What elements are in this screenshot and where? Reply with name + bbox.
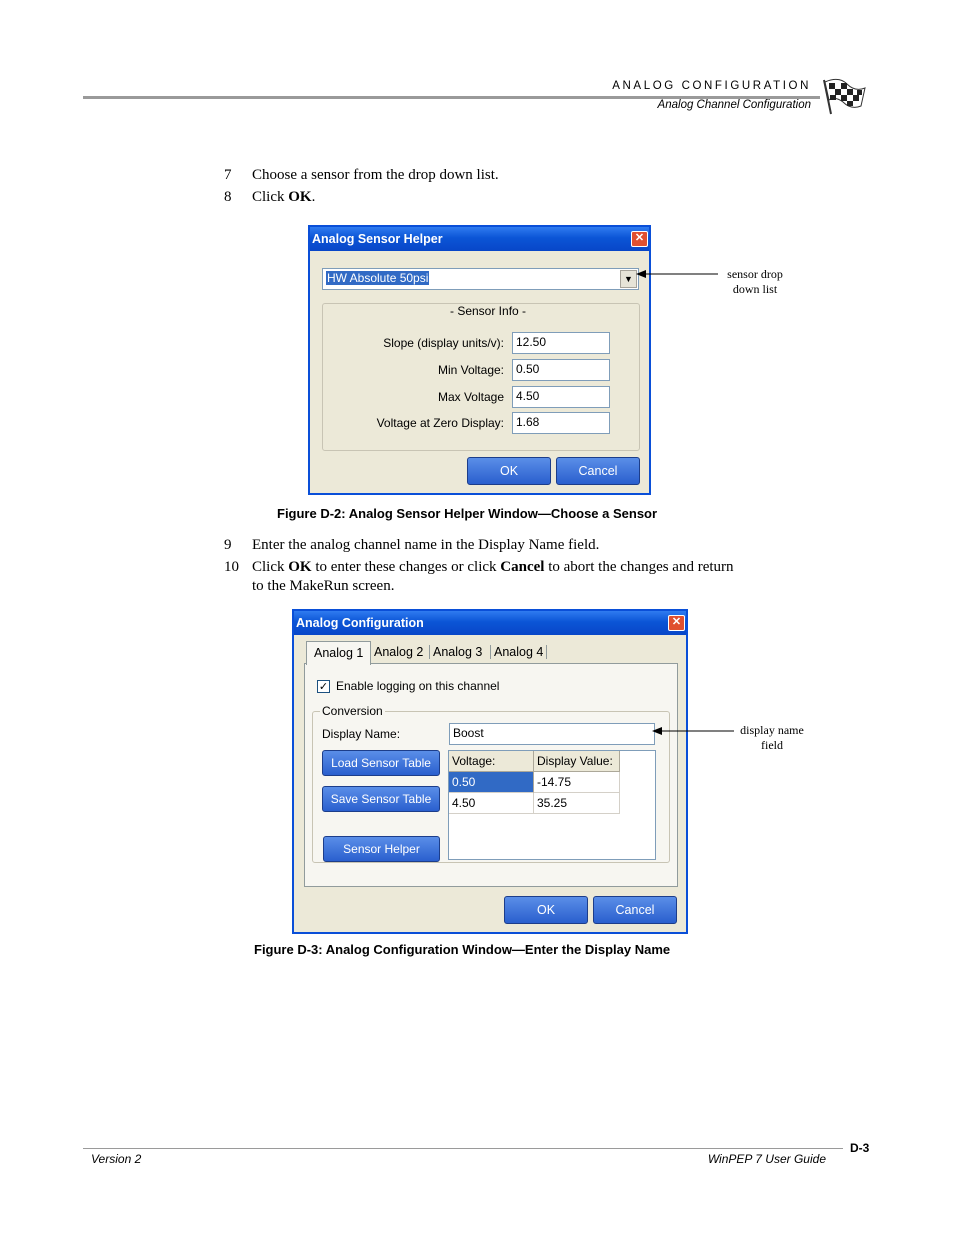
- step-number: 8: [224, 189, 232, 205]
- sensor-helper-button[interactable]: Sensor Helper: [323, 836, 440, 862]
- close-icon[interactable]: ✕: [668, 615, 685, 631]
- window-title: Analog Configuration: [296, 616, 424, 630]
- page-number: D-3: [850, 1141, 870, 1155]
- group-title: Conversion: [322, 704, 383, 718]
- figure-caption: Figure D-3: Analog Configuration Window—Enter the Display Name: [254, 942, 671, 957]
- min-voltage-field[interactable]: 0.50: [512, 359, 610, 381]
- footer-rule: [83, 1148, 843, 1149]
- display-name-field[interactable]: Boost: [449, 723, 655, 745]
- section-title: ANALOG CONFIGURATION: [612, 80, 811, 92]
- slope-field[interactable]: 12.50: [512, 332, 610, 354]
- dropdown-selected-value: HW Absolute 50psi: [327, 271, 429, 285]
- annotation-arrow: [636, 268, 718, 280]
- step-number: 7: [224, 167, 232, 183]
- zero-display-label: Voltage at Zero Display:: [376, 416, 504, 430]
- load-sensor-table-button[interactable]: Load Sensor Table: [322, 750, 440, 776]
- table-cell[interactable]: 0.50: [449, 772, 534, 793]
- enable-logging-checkbox[interactable]: ✓: [318, 680, 329, 693]
- step-number: 10: [224, 559, 239, 575]
- max-voltage-field[interactable]: 4.50: [512, 386, 610, 408]
- window-titlebar: [310, 227, 649, 251]
- tab-analog-3[interactable]: Analog 3: [429, 645, 482, 659]
- analog-configuration-window: [292, 609, 688, 934]
- step-text: Click OK to enter these changes or click Cancel to abort the changes and return: [252, 559, 734, 575]
- checkered-flag-icon: [821, 76, 867, 116]
- table-header-display-value[interactable]: Display Value:: [534, 751, 620, 772]
- close-icon[interactable]: ✕: [631, 231, 648, 247]
- window-titlebar: [294, 611, 686, 635]
- table-cell[interactable]: 35.25: [534, 793, 620, 814]
- slope-label: Slope (display units/v):: [383, 336, 504, 350]
- cancel-button[interactable]: Cancel: [556, 457, 640, 485]
- window-title: Analog Sensor Helper: [312, 232, 443, 246]
- max-voltage-label: Max Voltage: [437, 390, 504, 404]
- sensor-helper-window: [308, 225, 651, 495]
- step-text: Choose a sensor from the drop down list.: [252, 167, 499, 183]
- min-voltage-label: Min Voltage:: [437, 363, 504, 377]
- footer-version: Version 2: [91, 1152, 142, 1166]
- footer-guide-title: WinPEP 7 User Guide: [707, 1152, 826, 1166]
- table-header-voltage[interactable]: Voltage:: [449, 751, 534, 772]
- zero-display-field[interactable]: 1.68: [512, 412, 610, 434]
- ok-button[interactable]: OK: [467, 457, 551, 485]
- sensor-dropdown[interactable]: [322, 268, 639, 290]
- tab-analog-2[interactable]: Analog 2: [370, 645, 423, 659]
- sensor-dropdown-annotation: sensor drop down list: [727, 267, 783, 296]
- enable-logging-label: Enable logging on this channel: [336, 679, 500, 693]
- chevron-down-icon[interactable]: ▼: [620, 270, 637, 288]
- cancel-button[interactable]: Cancel: [593, 896, 677, 924]
- sensor-table[interactable]: [448, 750, 656, 860]
- step-text: Click OK.: [252, 189, 316, 205]
- table-cell[interactable]: 4.50: [449, 793, 534, 814]
- save-sensor-table-button[interactable]: Save Sensor Table: [322, 786, 440, 812]
- tab-analog-4[interactable]: Analog 4: [490, 645, 547, 659]
- figure-caption: Figure D-2: Analog Sensor Helper Window—Choose a Sensor: [277, 506, 658, 521]
- group-title: - Sensor Info -: [450, 304, 527, 318]
- display-name-label: Display Name:: [322, 727, 401, 741]
- table-cell[interactable]: -14.75: [534, 772, 620, 793]
- tab-analog-1[interactable]: Analog 1: [306, 641, 371, 665]
- ok-button[interactable]: OK: [504, 896, 588, 924]
- subsection-title: Analog Channel Configuration: [657, 99, 811, 111]
- step-number: 9: [224, 537, 232, 553]
- step-text-continued: to the MakeRun screen.: [252, 578, 395, 594]
- annotation-arrow: [652, 725, 734, 737]
- step-text: Enter the analog channel name in the Display Name field.: [252, 537, 600, 553]
- display-name-annotation: display name field: [740, 723, 804, 752]
